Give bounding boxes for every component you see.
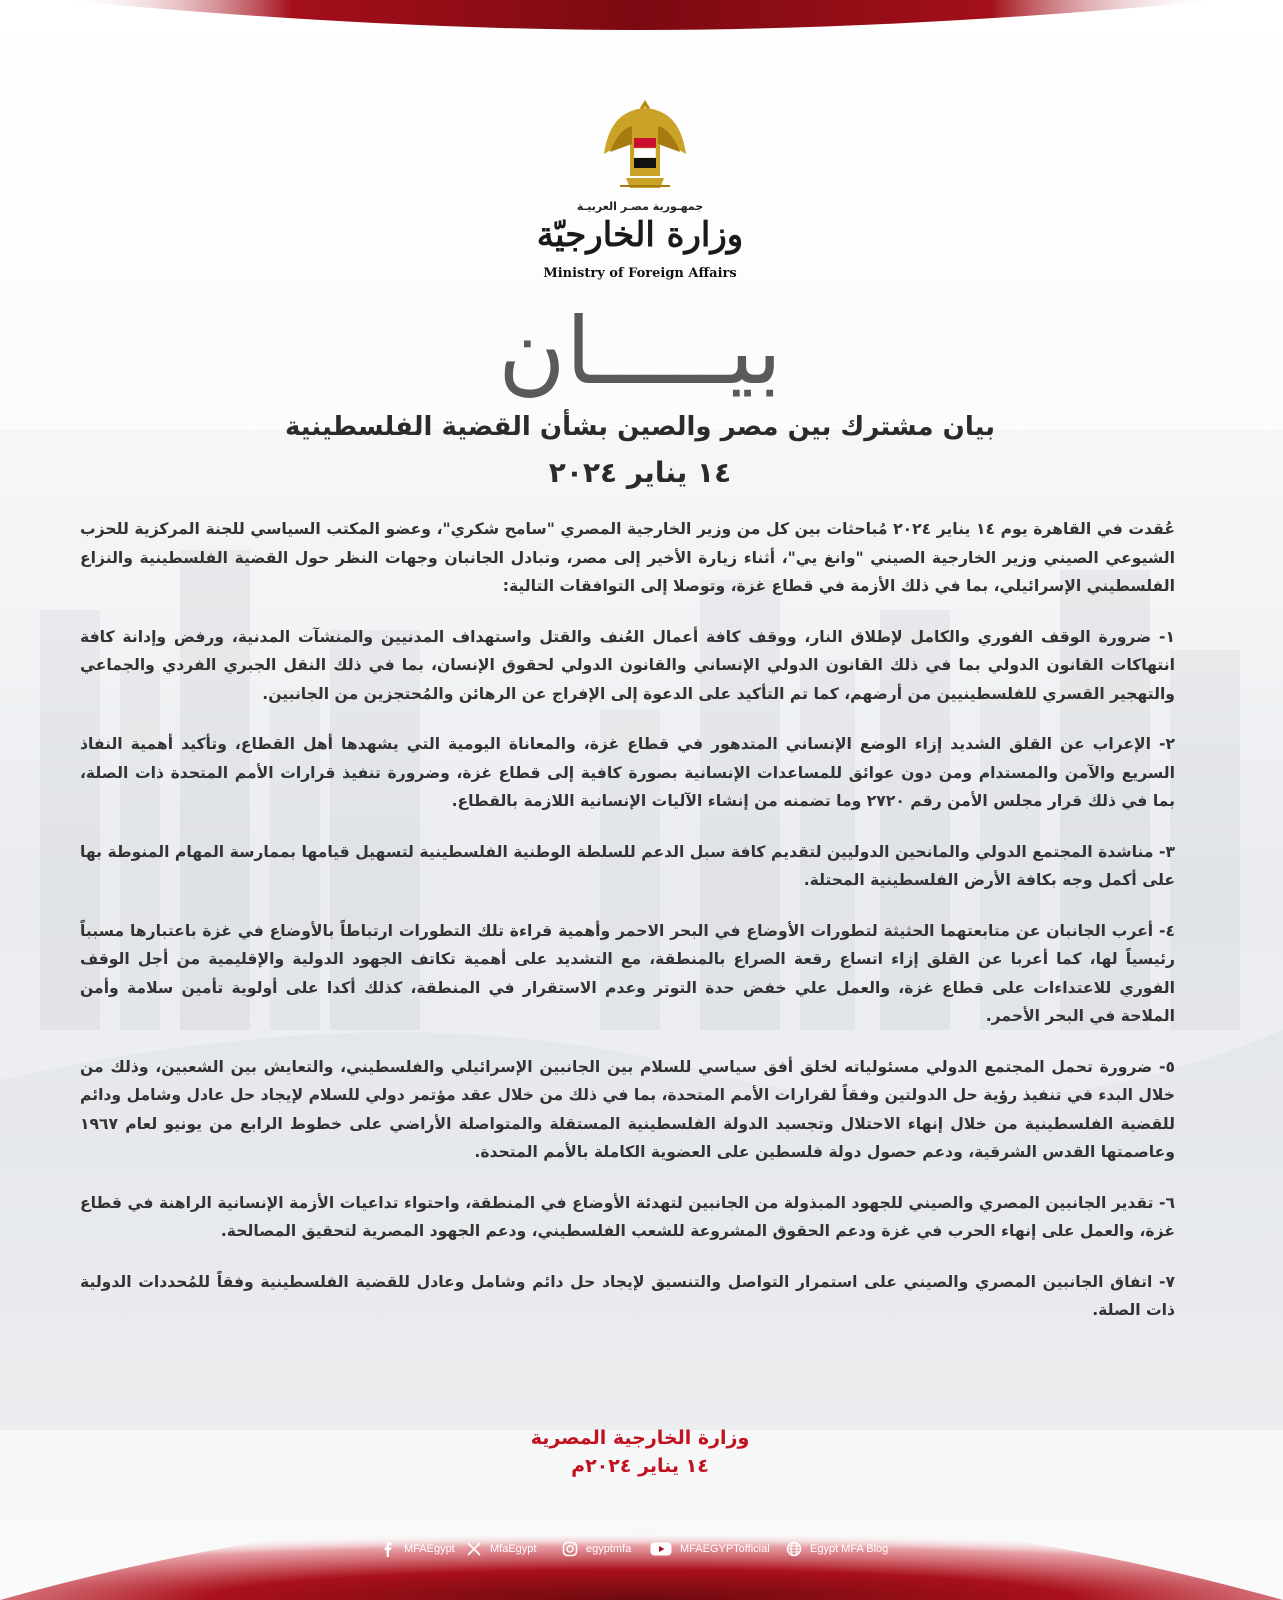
x-handle: MfaEgypt — [490, 1543, 537, 1555]
globe-icon — [786, 1541, 802, 1557]
youtube-icon — [650, 1541, 672, 1557]
youtube-handle: MFAEGYPTofficial — [680, 1543, 770, 1555]
agreement-item: ٦- تقدير الجانبين المصري والصيني للجهود المبذولة من الجانبين لتهدئة الأوضاع في المنطقة، واحتواء تداعيات الأزمة الإنسانية الراهنة في قطاع غزة، والعمل على إنهاء الحرب في غزة ودعم الحقوق المشروعة للشعب الفلسطيني، ودعم الجهود المصرية لتحقيق المصالحة. — [80, 1193, 1175, 1240]
agreement-item: ٢- الإعراب عن القلق الشديد إزاء الوضع الإنساني المتدهور في قطاع غزة، والمعاناة اليومية التي يشهدها أهل القطاع، وتأكيد أهمية النفاذ السريع والآمن والمستدام ومن دون عوائق للمساعدات الإنسانية بصورة كافية إلى قطاع غزة، وضرورة تنفيذ قرارات الأمم المتحدة ذات الصلة، بما في ذلك قرار مجلس الأمن رقم ٢٧٢٠ وما تضمنه من إنشاء الآليات الإنسانية اللازمة بالقطاع. — [80, 735, 1175, 810]
signature-date: ١٤ يناير ٢٠٢٤م — [571, 1455, 709, 1477]
agreement-item: ١- ضرورة الوقف الفوري والكامل لإطلاق النار، ووقف كافة أعمال العُنف والقتل واستهداف المدنيين والمنشآت المدنية، ورفض وإدانة كافة انتهاكات القانون الدولي بما في ذلك القانون الدولي الإنساني والقانون الدولي لحقوق الإنسان، بما في ذلك النقل الجبري الفردي والجماعي والتهجير القسري للفلسطينيين من أرضهم، كما تم التأكيد على الدعوة إلى الإفراج عن الرهائن والمُحتجزين من الجانبين. — [80, 627, 1175, 703]
instagram-link[interactable] — [562, 1537, 631, 1561]
agreement-item: ٥- ضرورة تحمل المجتمع الدولي مسئولياته لخلق أفق سياسي للسلام بين الجانبين الإسرائيلي والفلسطيني، والتعايش بين الشعبين، وذلك من خلال البدء في تنفيذ رؤية حل الدولتين وفقاً لقرارات الأمم المتحدة، بما في ذلك من خلال عقد مؤتمر دولي للسلام لإيجاد حل عادل وشامل ودائم للقضية الفلسطينية من خلال إنهاء الاحتلال وتجسيد الدولة الفلسطينية المستقلة والمتواصلة الأراضي على خطوط الرابع من يونيو لعام ١٩٦٧ وعاصمتها القدس الشرقية، ودعم حصول دولة فلسطين على العضوية الكاملة بالأمم المتحدة. — [80, 1057, 1175, 1161]
ministry-arabic-logo: وزارة الخارجيّة — [536, 215, 744, 255]
signature-org: وزارة الخارجية المصرية — [530, 1427, 750, 1449]
blog-link[interactable] — [786, 1537, 888, 1561]
statement-date: ١٤ يناير ٢٠٢٤ — [548, 456, 732, 489]
statement-body — [80, 515, 1175, 1347]
x-icon — [466, 1541, 482, 1557]
top-red-band — [0, 0, 1283, 40]
blog-name: Egypt MFA Blog — [810, 1543, 889, 1555]
facebook-link[interactable] — [380, 1537, 455, 1561]
eagle-emblem-icon — [600, 96, 690, 200]
statement-subtitle: بيان مشترك بين مصر والصين بشأن القضية الفلسطينية — [285, 412, 995, 442]
ministry-english: Ministry of Foreign Affairs — [543, 266, 737, 281]
facebook-handle: MFAEgypt — [404, 1543, 455, 1555]
bottom-red-band — [0, 1440, 1283, 1600]
agreement-item: ٣- مناشدة المجتمع الدولي والمانحين الدوليين لتقديم كافة سبل الدعم للسلطة الوطنية الفلسطينية لتسهيل قيامها بممارسة المهام المنوطة بها على أكمل وجه بكافة الأرض الفلسطينية المحتلة. — [80, 842, 1175, 889]
instagram-handle: egyptmfa — [586, 1543, 632, 1555]
instagram-icon — [562, 1541, 578, 1557]
facebook-icon — [380, 1541, 396, 1557]
intro-paragraph: عُقدت في القاهرة يوم ١٤ يناير ٢٠٢٤ مُباحثات بين كل من وزير الخارجية المصري "سامح شكري"، وعضو المكتب السياسي للجنة المركزية للحزب الشيوعي الصيني وزير الخارجية الصيني "وانغ يي"، أثناء زيارة الأخير إلى مصر، وتبادل الجانبان وجهات النظر حول القضية الفلسطينية والنزاع الفلسطيني الإسرائيلي، بما في ذلك الأزمة في قطاع غزة، وتوصلا إلى التوافقات التالية: — [80, 520, 1175, 595]
agreement-item: ٤- أعرب الجانبان عن متابعتهما الحثيثة لتطورات الأوضاع في البحر الاحمر وأهمية قراءة تلك التطورات ارتباطاً بالأوضاع في غزة باعتبارها مسبباً رئيسياً لها، كما أعربا عن القلق إزاء اتساع رقعة الصراع بالمنطقة، مع التشديد على أهمية تكاتف الجهود الدولية والإقليمية من أجل الوقف الفوري للاعتداءات على قطاع غزة، والعمل علي خفض حدة التوتر وعدم الاستقرار في المنطقة، كذلك أكدا على أولوية تأمين سلامة وأمن الملاحة في البحر الأحمر. — [80, 921, 1175, 1025]
x-link[interactable] — [466, 1537, 536, 1561]
page-title: بيـــــان — [498, 298, 782, 405]
youtube-link[interactable] — [650, 1537, 770, 1561]
agreement-item: ٧- اتفاق الجانبين المصري والصيني على استمرار التواصل والتنسيق لإيجاد حل دائم وشامل وعادل للقضية الفلسطينية وفقاً للمُحددات الدولية ذات الصلة. — [80, 1272, 1175, 1319]
country-line: جمهـورية مصـر العربيـة — [576, 200, 704, 213]
